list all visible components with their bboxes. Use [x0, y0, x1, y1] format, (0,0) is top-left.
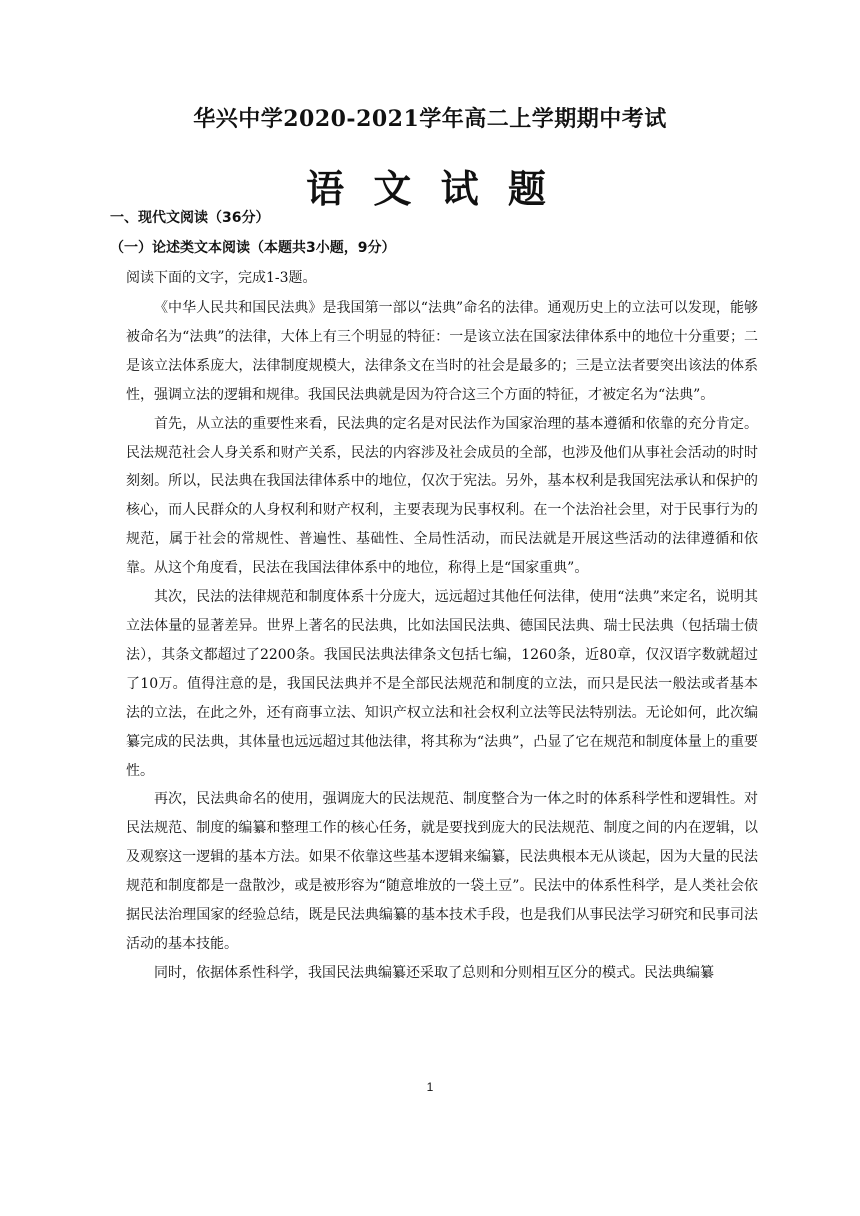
subsection-heading-argumentative: （一）论述类文本阅读（本题共3小题，9分） — [110, 240, 396, 256]
exam-title: 华兴中学2020-2021学年高二上学期期中考试 — [193, 106, 667, 132]
subject-title: 语 文 试 题 — [306, 166, 554, 211]
paragraph: 其次，民法的法律规范和制度体系十分庞大，远远超过其他任何法律，使用“法典”来定名，说明其立法体量的显著差异。世界上著名的民法典，比如法国民法典、德国民法典、瑞士民法典（包括瑞士债法），其条文都超过了2200条。我国民法典法律条文包括七编，1260条，近80章，仅汉语字数就超过了10万。值得注意的是，我国民法典并不是全部民法规范和制度的立法，而只是民法一般法或者基本法的立法，在此之外，还有商事立法、知识产权立法和社会权利立法等民法特别法。无论如何，此次编纂完成的民法典，其体量也远远超过其他法律，将其称为“法典”，凸显了它在规范和制度体量上的重要性。 — [126, 589, 758, 779]
paragraph: 再次，民法典命名的使用，强调庞大的民法规范、制度整合为一体之时的体系科学性和逻辑性。对民法规范、制度的编纂和整理工作的核心任务，就是要找到庞大的民法规范、制度之间的内在逻辑，以及观察这一逻辑的基本方法。如果不依靠这些基本逻辑来编纂，民法典根本无从谈起，因为大量的民法规范和制度都是一盘散沙，或是被形容为“随意堆放的一袋土豆”。民法中的体系性科学，是人类社会依据民法治理国家的经验总结，既是民法典编纂的基本技术手段，也是我们从事民法学习研究和民事司法活动的基本技能。 — [126, 791, 758, 952]
passage-body — [126, 294, 758, 988]
reading-instruction: 阅读下面的文字，完成1-3题。 — [126, 270, 317, 286]
paragraph: 《中华人民共和国民法典》是我国第一部以“法典”命名的法律。通观历史上的立法可以发现，能够被命名为“法典”的法律，大体上有三个明显的特征：一是该立法在国家法律体系中的地位十分重要；二是该立法体系庞大，法律制度规模大，法律条文在当时的社会是最多的；三是立法者要突出该法的体系性，强调立法的逻辑和规律。我国民法典就是因为符合这三个方面的特征，才被定名为“法典”。 — [126, 300, 758, 403]
page-number: 1 — [426, 1080, 434, 1094]
paragraph: 首先，从立法的重要性来看，民法典的定名是对民法作为国家治理的基本遵循和依靠的充分肯定。民法规范社会人身关系和财产关系，民法的内容涉及社会成员的全部，也涉及他们从事社会活动的时时刻刻。所以，民法典在我国法律体系中的地位，仅次于宪法。另外，基本权利是我国宪法承认和保护的核心，而人民群众的人身权利和财产权利，主要表现为民事权利。在一个法治社会里，对于民事行为的规范，属于社会的常规性、普遍性、基础性、全局性活动，而民法就是开展这些活动的法律遵循和依靠。从这个角度看，民法在我国法律体系中的地位，称得上是“国家重典”。 — [126, 415, 758, 577]
paragraph: 同时，依据体系性科学，我国民法典编纂还采取了总则和分则相互区分的模式。民法典编纂 — [154, 964, 714, 981]
section-heading-modern-reading: 一、现代文阅读（36分） — [110, 210, 270, 226]
